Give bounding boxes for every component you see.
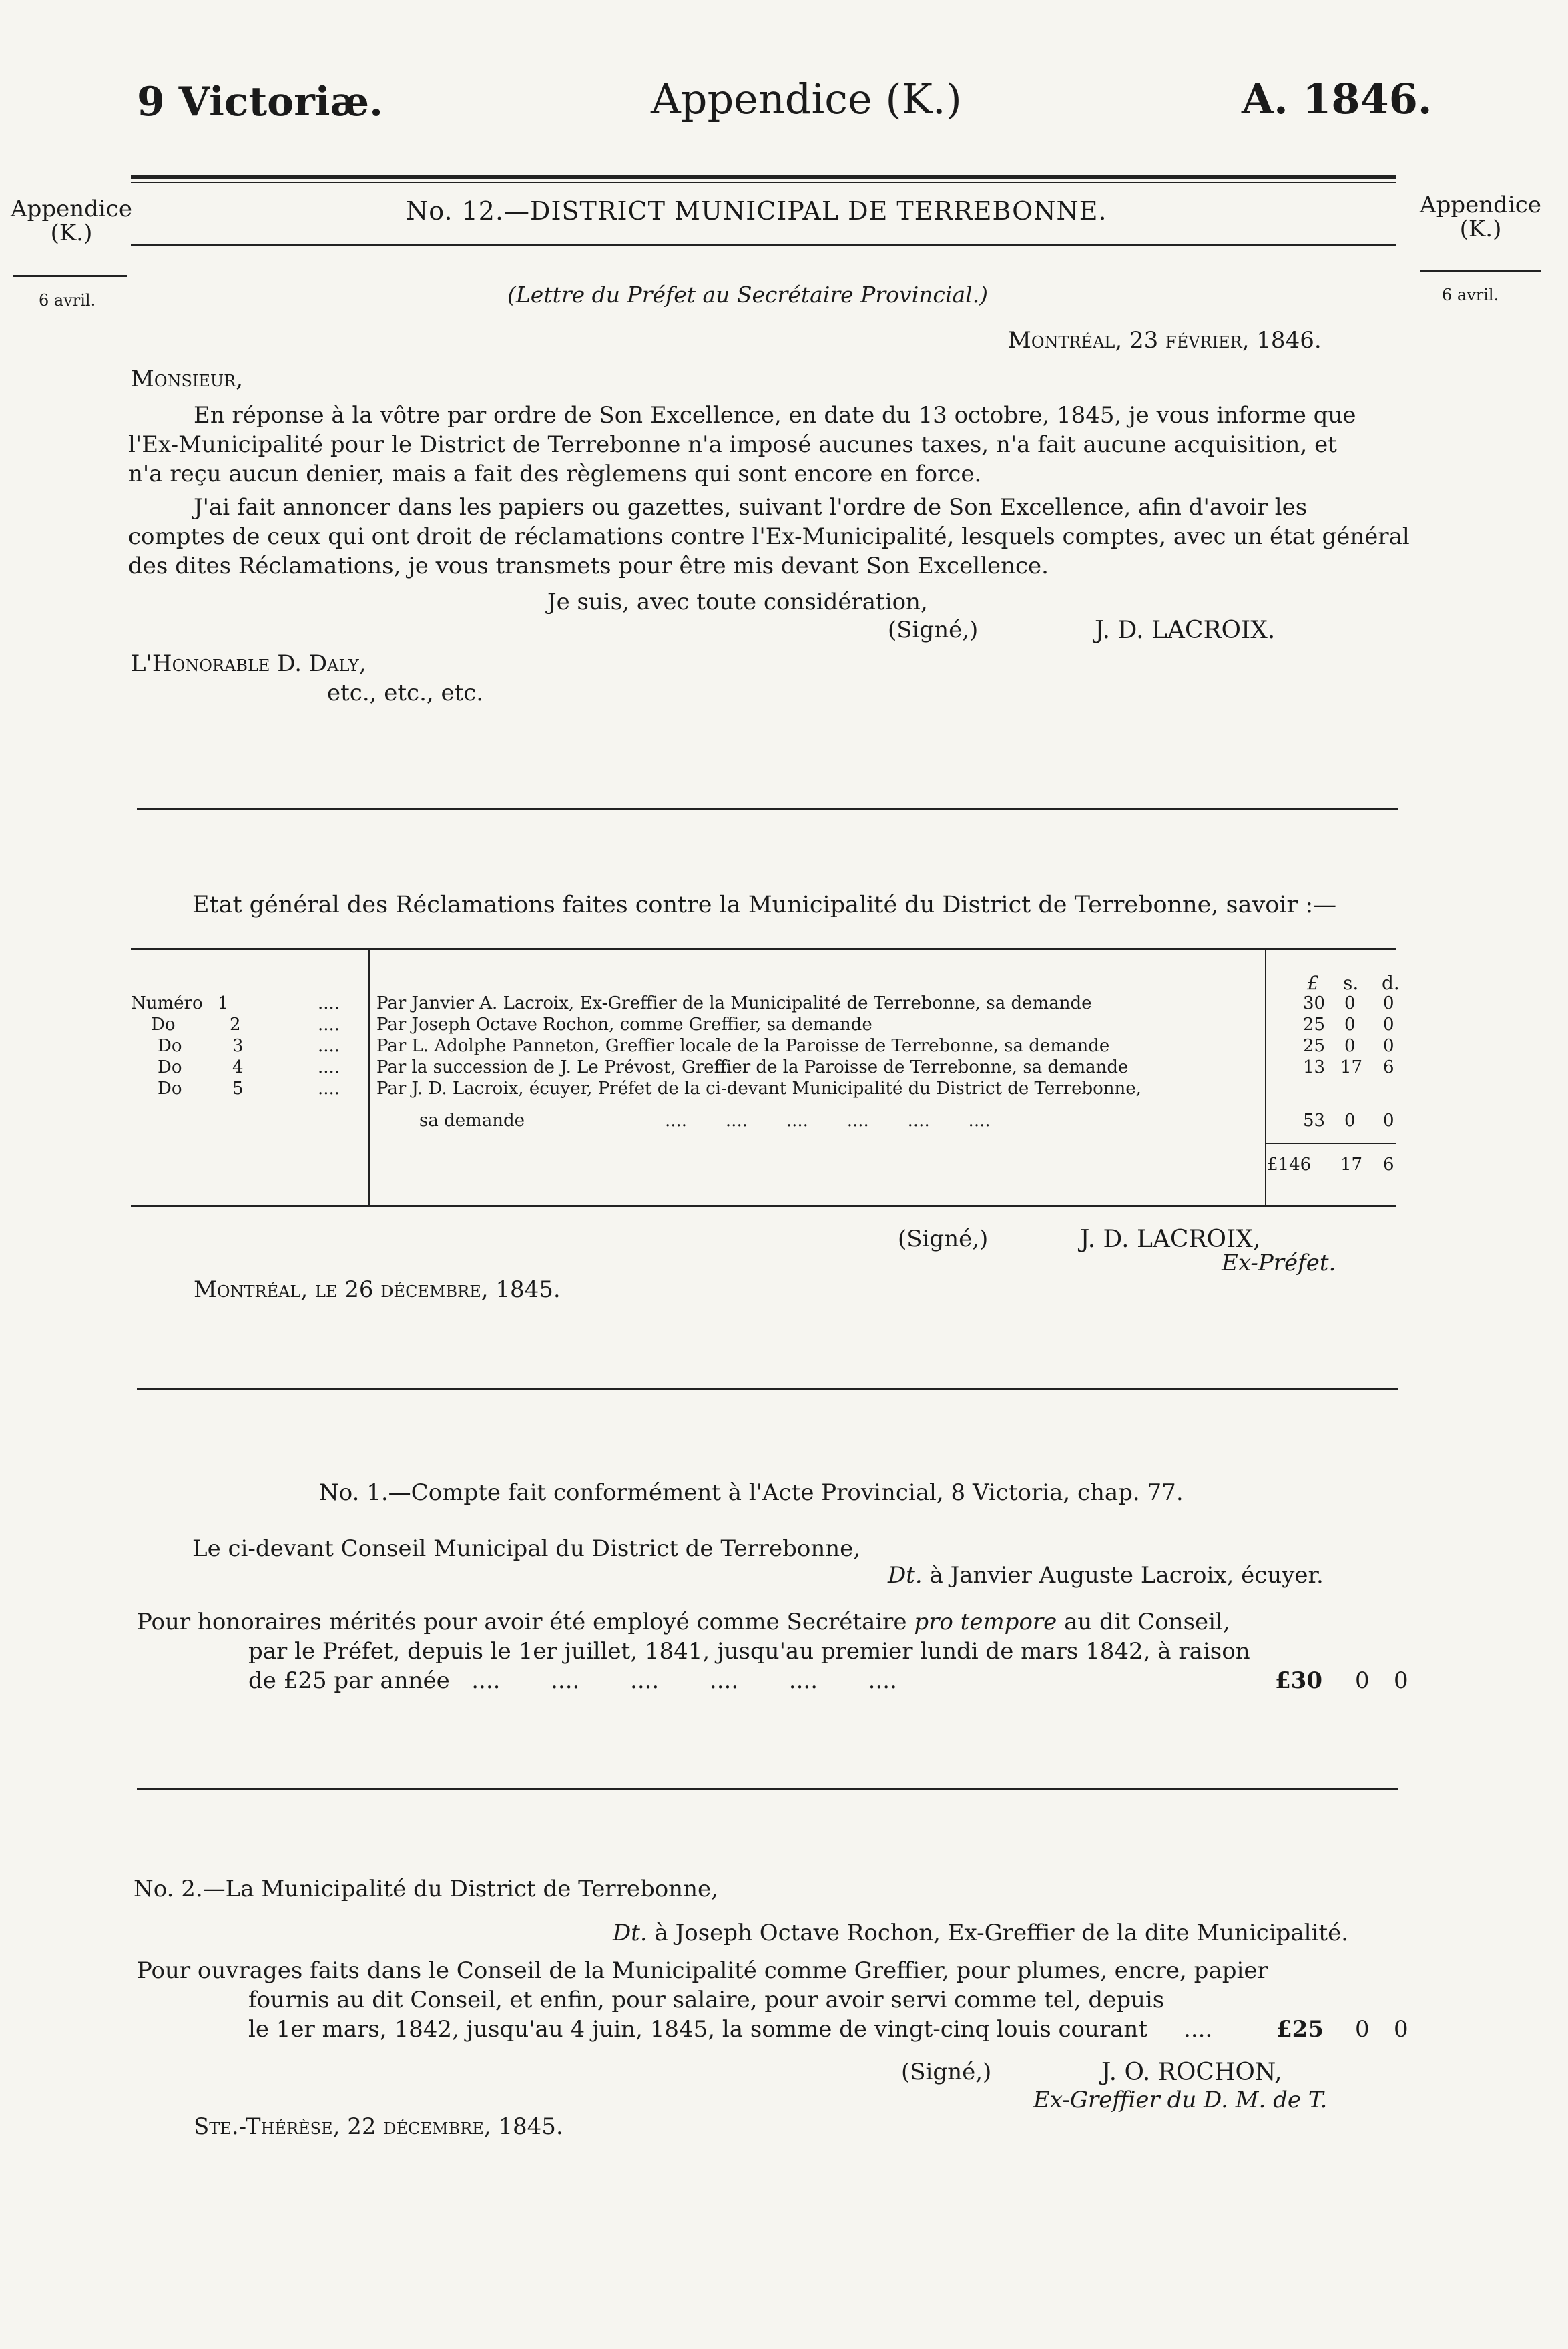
- account1-title: No. 1.—Compte fait conformément à l'Acte Provincial, 8 Victoria, chap. 77.: [319, 1479, 1184, 1506]
- para2-line3: des dites Réclamations, je vous transmets pour être mis devant Son Excellence.: [128, 553, 1049, 579]
- account1-amount-pounds: £30: [1275, 1667, 1322, 1694]
- header-rule: [131, 175, 1396, 179]
- claim-shillings: 0: [1344, 1111, 1356, 1131]
- claim-leader: ....: [318, 1057, 340, 1077]
- letter-signer: J. D. LACROIX.: [1095, 617, 1276, 644]
- claim-cont-text: sa demande: [419, 1111, 525, 1131]
- account2-creditor: [613, 1920, 1348, 1946]
- claim-label: Do: [158, 1036, 182, 1056]
- claim-label: Do: [151, 1015, 176, 1035]
- account1-item-text1b: au dit Conseil,: [1064, 1609, 1230, 1635]
- claim-row-1: [131, 993, 1396, 1013]
- header-appendix: Appendice (K.): [651, 75, 962, 123]
- letter-closing: Je suis, avec toute considération,: [547, 589, 928, 615]
- claims-total-pence: 6: [1383, 1155, 1394, 1175]
- claim-pence: 6: [1383, 1057, 1394, 1077]
- letter-addressee: L'Honorable D. Daly,: [131, 650, 366, 677]
- account1-item-text1: Pour honoraires mérités pour avoir été employé comme Secrétaire: [137, 1609, 907, 1635]
- para2-line2: comptes de ceux qui ont droit de réclamations contre l'Ex-Municipalité, lesquels comptes, avec un état général: [128, 523, 1410, 550]
- claim-pounds: 53: [1303, 1111, 1326, 1131]
- account2-dt: Dt.: [613, 1920, 647, 1946]
- account1-amount-shillings: 0: [1355, 1667, 1370, 1694]
- account2-signed: (Signé,): [901, 2059, 992, 2085]
- margin-sub-left: (K.): [50, 219, 93, 246]
- claim-row-5: [131, 1079, 1396, 1099]
- margin-label-right: Appendice: [1420, 192, 1541, 218]
- account2-amount-shillings: 0: [1355, 2016, 1370, 2043]
- claim-pence: 0: [1383, 1036, 1394, 1056]
- title-rule: [131, 244, 1396, 246]
- account2-signer: J. O. ROCHON,: [1101, 2059, 1282, 2086]
- claim-num: 2: [230, 1015, 241, 1035]
- margin-sub-right: (K.): [1459, 215, 1502, 242]
- section-divider-1: [137, 808, 1398, 810]
- account1-item-pro: pro tempore: [914, 1609, 1057, 1635]
- para2-line1: J'ai fait annoncer dans les papiers ou gazettes, suivant l'ordre de Son Excellence, afin d'avoir les: [194, 494, 1308, 521]
- claim-text: Par la succession de J. Le Prévost, Greffier de la Paroisse de Terrebonne, sa demande: [376, 1057, 1129, 1077]
- account1-dt: Dt.: [888, 1562, 923, 1589]
- claim-label: Numéro: [131, 993, 203, 1013]
- claim-shillings: 0: [1344, 993, 1356, 1013]
- letter-salutation: Monsieur,: [131, 366, 244, 393]
- claims-place-date-text: Montréal, le 26 décembre, 1845.: [194, 1276, 561, 1303]
- account1-item-line3: [248, 1667, 897, 1694]
- margin-date-left: 6 avril.: [39, 291, 96, 310]
- claims-table-bottom: [131, 1205, 1396, 1207]
- account1-creditor-name: à Janvier Auguste Lacroix, écuyer.: [929, 1562, 1324, 1589]
- claim-shillings: 0: [1344, 1036, 1356, 1056]
- claims-title: Etat général des Réclamations faites contre la Municipalité du District de Terrebonne, savoir :—: [192, 892, 1337, 919]
- claim-pence: 0: [1383, 1015, 1394, 1035]
- account2-item-line2: fournis au dit Conseil, et enfin, pour salaire, pour avoir servi comme tel, depuis: [248, 1987, 1165, 2013]
- claim-pounds: 25: [1303, 1015, 1326, 1035]
- claim-text: Par Joseph Octave Rochon, comme Greffier, sa demande: [376, 1015, 872, 1035]
- claim-pence: 0: [1383, 1111, 1394, 1131]
- letter-place-date: [1008, 327, 1322, 354]
- section-title-district: No. 12.—DISTRICT MUNICIPAL DE TERREBONNE.: [406, 196, 1107, 226]
- claim-shillings: 0: [1344, 1015, 1356, 1035]
- account2-item-line1: Pour ouvrages faits dans le Conseil de la Municipalité comme Greffier, pour plumes, encre, papier: [137, 1957, 1268, 1984]
- account1-item-text3: de £25 par année: [248, 1667, 450, 1694]
- section-divider-3: [137, 1788, 1398, 1790]
- account2-signer-title: Ex-Greffier du D. M. de T.: [1033, 2087, 1328, 2113]
- account2-creditor-name: à Joseph Octave Rochon, Ex-Greffier de la dite Municipalité.: [654, 1920, 1349, 1946]
- claim-num: 4: [232, 1057, 244, 1077]
- section-divider-2: [137, 1388, 1398, 1390]
- account2-item-line3: [248, 2016, 1212, 2043]
- claim-leader: ....: [318, 1079, 340, 1099]
- claims-total-pounds: £146: [1267, 1155, 1312, 1175]
- margin-brace-left: [13, 275, 127, 277]
- claim-text: Par L. Adolphe Panneton, Greffier locale de la Paroisse de Terrebonne, sa demande: [376, 1036, 1110, 1056]
- header-year: A. 1846.: [1242, 75, 1432, 123]
- claim-leader: ....: [318, 1015, 340, 1035]
- letter-place-date-text: Montréal, 23 février, 1846.: [1008, 327, 1322, 354]
- claim-pounds: 30: [1303, 993, 1326, 1013]
- account1-leader: .... .... .... .... .... ....: [457, 1667, 897, 1694]
- letter-addressee-etc: etc., etc., etc.: [327, 680, 484, 706]
- claim-text: Par Janvier A. Lacroix, Ex-Greffier de la Municipalité de Terrebonne, sa demande: [376, 993, 1092, 1013]
- claim-pounds: 13: [1303, 1057, 1326, 1077]
- claim-row-3: [131, 1036, 1396, 1056]
- claims-signed: (Signé,): [898, 1226, 989, 1252]
- margin-label-left: Appendice: [11, 196, 132, 222]
- para1-line1: En réponse à la vôtre par ordre de Son Excellence, en date du 13 octobre, 1845, je vous informe que: [194, 402, 1356, 429]
- margin-brace-right: [1420, 270, 1541, 272]
- currency-pence-header: d.: [1382, 972, 1400, 994]
- claim-pence: 0: [1383, 993, 1394, 1013]
- claims-total-rule: [1265, 1143, 1396, 1144]
- claim-label: Do: [158, 1057, 182, 1077]
- header-session: 9 Victoriæ.: [137, 79, 383, 125]
- claims-table-top: [131, 948, 1396, 950]
- claim-leader: ....: [318, 993, 340, 1013]
- claim-num: 1: [218, 993, 229, 1013]
- claim-num: 5: [232, 1079, 244, 1099]
- claim-label: Do: [158, 1079, 182, 1099]
- claim-row-5-cont: [131, 1111, 1396, 1131]
- account2-item-text3: le 1er mars, 1842, jusqu'au 4 juin, 1845, la somme de vingt-cinq louis courant: [248, 2016, 1147, 2043]
- currency-shilling-header: s.: [1343, 972, 1359, 994]
- claim-text: Par J. D. Lacroix, écuyer, Préfet de la ci-devant Municipalité du District de Terrebonne,: [376, 1079, 1141, 1099]
- account1-item-line2: par le Préfet, depuis le 1er juillet, 1841, jusqu'au premier lundi de mars 1842, à raison: [248, 1638, 1250, 1665]
- claims-place-date: [194, 1276, 561, 1303]
- account2-amount-pounds: £25: [1276, 2016, 1324, 2043]
- claim-leader: ....: [318, 1036, 340, 1056]
- account2-title: No. 2.—La Municipalité du District de Terrebonne,: [134, 1876, 718, 1902]
- claims-total-shillings: 17: [1340, 1155, 1363, 1175]
- account1-creditor: [888, 1562, 1324, 1589]
- account2-place-date-text: Ste.-Thérèse, 22 décembre, 1845.: [194, 2113, 563, 2140]
- claims-signer: J. D. LACROIX,: [1080, 1226, 1261, 1253]
- account1-amount-pence: 0: [1394, 1667, 1408, 1694]
- claims-total-row: [131, 1155, 1396, 1175]
- claims-signer-title: Ex-Préfet.: [1222, 1250, 1336, 1276]
- claim-shillings: 17: [1340, 1057, 1363, 1077]
- letter-signed: (Signé,): [888, 617, 979, 643]
- claim-row-4: [131, 1057, 1396, 1077]
- account2-leader: ....: [1154, 2016, 1213, 2043]
- account2-place-date: [194, 2113, 563, 2140]
- claim-cont-leader: .... .... .... .... .... ....: [665, 1111, 991, 1131]
- account1-item-line1: [137, 1609, 1230, 1635]
- currency-pound-header: £: [1307, 972, 1319, 994]
- para1-line3: n'a reçu aucun denier, mais a fait des règlemens qui sont encore en force.: [128, 461, 982, 487]
- claim-row-2: [131, 1015, 1396, 1035]
- claim-num: 3: [232, 1036, 244, 1056]
- margin-date-right: 6 avril.: [1442, 286, 1499, 304]
- margin-note-left: [8, 198, 135, 245]
- para1-line2: l'Ex-Municipalité pour le District de Terrebonne n'a imposé aucunes taxes, n'a fait aucune acquisition, et: [128, 431, 1337, 458]
- account1-debtor: Le ci-devant Conseil Municipal du District de Terrebonne,: [192, 1535, 861, 1562]
- account2-amount-pence: 0: [1394, 2016, 1408, 2043]
- claim-pounds: 25: [1303, 1036, 1326, 1056]
- margin-note-right: [1414, 194, 1547, 241]
- letter-subtitle: (Lettre du Préfet au Secrétaire Provincial.): [507, 282, 989, 308]
- header-rule-thin: [131, 182, 1396, 183]
